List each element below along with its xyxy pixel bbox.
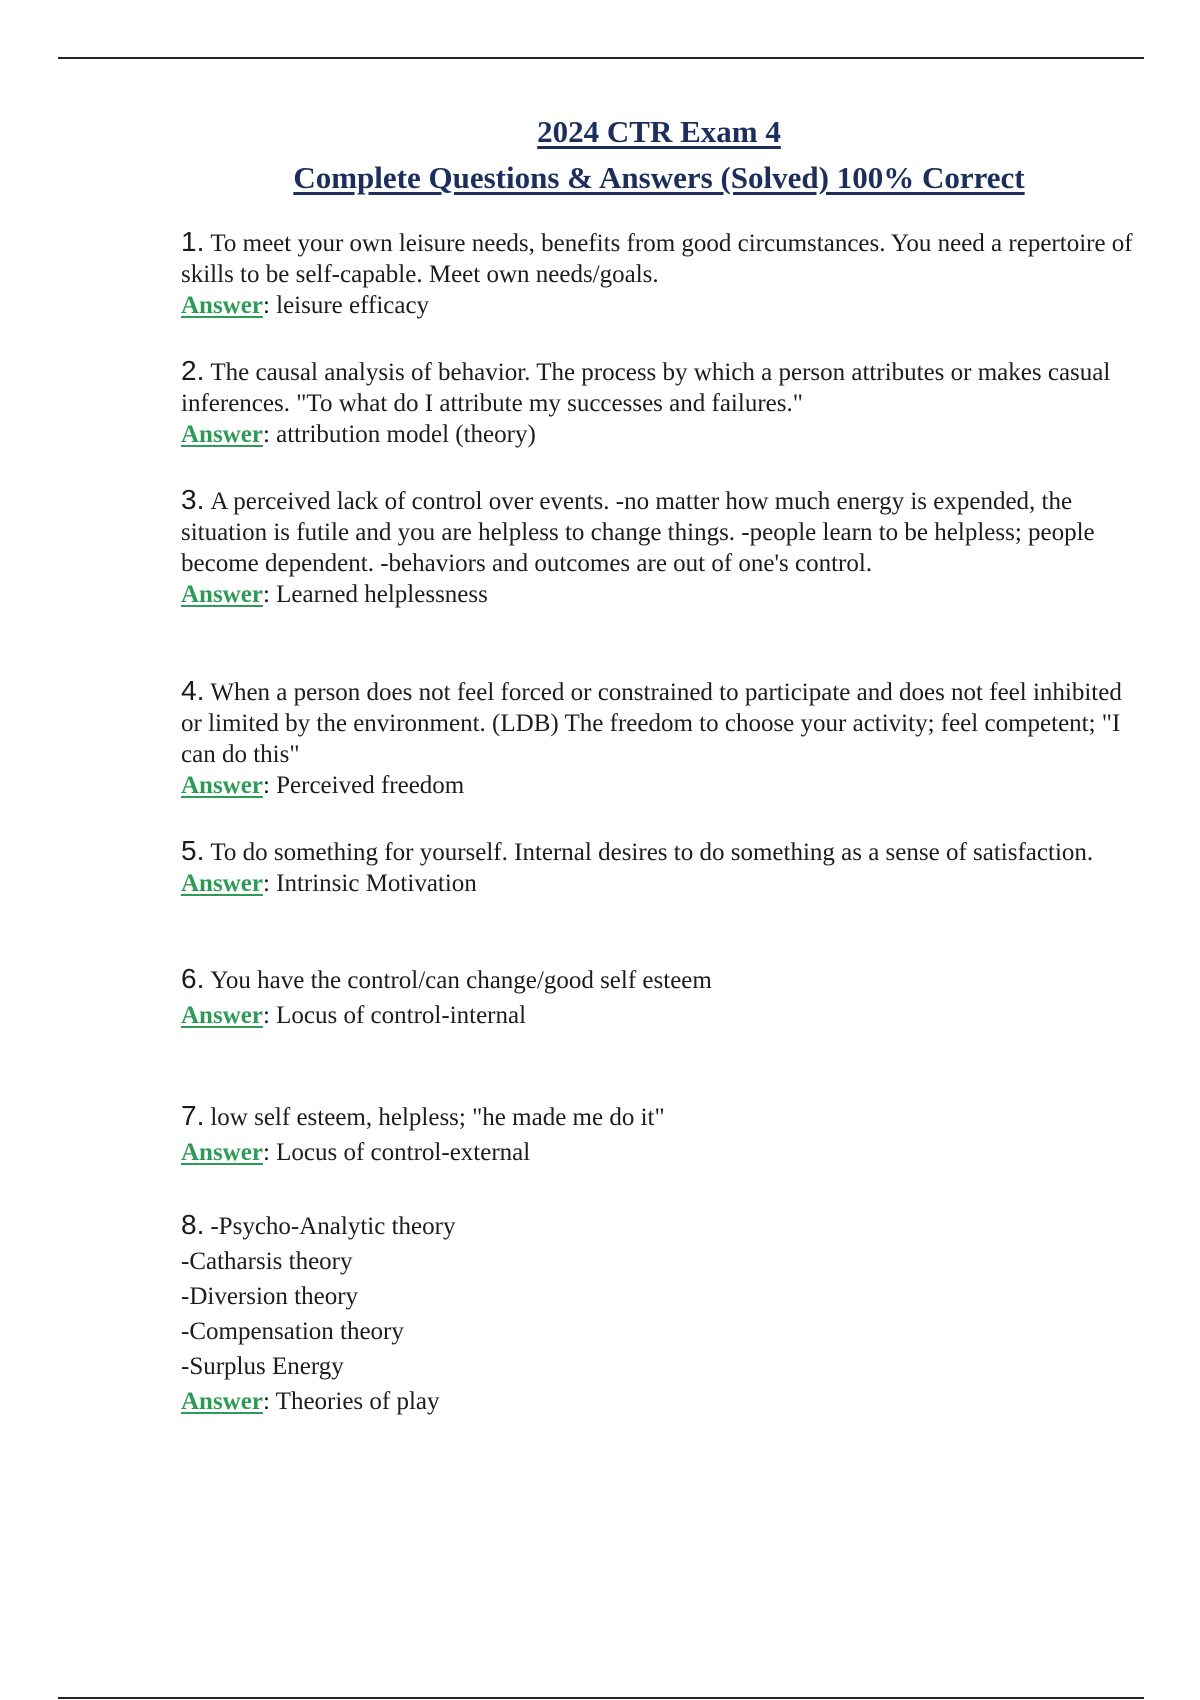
title-line-2: Complete Questions & Answers (Solved) 100% Correct: [293, 160, 1025, 195]
question-6: [181, 963, 1136, 1031]
answer-label: Answer: [181, 292, 263, 319]
answer-label: Answer: [181, 1139, 263, 1166]
answer-text: : Theories of play: [262, 1388, 440, 1415]
question-text: To do something for yourself. Internal desires to do something as a sense of satisfaction.: [210, 839, 1094, 866]
answer-label: Answer: [181, 870, 263, 897]
answer-text: : leisure efficacy: [262, 292, 430, 319]
answer-text: : Intrinsic Motivation: [262, 870, 477, 897]
question-8: [181, 1207, 1136, 1419]
list-item: -Diversion theory: [181, 1283, 359, 1310]
answer-label: Answer: [181, 581, 263, 608]
answer-label: Answer: [181, 1002, 263, 1029]
question-3: [181, 484, 1136, 610]
question-text: To meet your own leisure needs, benefits from good circumstances. You need a repertoire of skills to be self-capable. Meet own needs/goals.: [181, 230, 1133, 288]
question-5: [181, 835, 1136, 899]
question-text: The causal analysis of behavior. The process by which a person attributes or makes casual inferences. "To what do I attribute my successes and failures.": [181, 359, 1111, 417]
answer-label: Answer: [181, 1388, 263, 1415]
question-text: When a person does not feel forced or constrained to participate and does not feel inhibited or limited by the environment. (LDB) The freedom to choose your activity; feel competent; "I can do this": [181, 679, 1122, 768]
list-item: -Psycho-Analytic theory: [210, 1213, 456, 1240]
question-number: 5.: [181, 835, 205, 866]
question-text: low self esteem, helpless; "he made me do it": [210, 1104, 665, 1131]
question-number: 7.: [181, 1100, 205, 1131]
question-text: You have the control/can change/good self esteem: [210, 967, 712, 994]
question-number: 6.: [181, 963, 205, 994]
answer-label: Answer: [181, 772, 263, 799]
title-line-1: 2024 CTR Exam 4: [537, 114, 781, 149]
question-number: 2.: [181, 355, 205, 386]
question-number: 4.: [181, 675, 205, 706]
answer-text: : attribution model (theory): [262, 421, 536, 448]
list-item: -Compensation theory: [181, 1318, 404, 1345]
document-title: [0, 112, 1200, 204]
top-rule: [58, 57, 1144, 59]
question-7: [181, 1100, 1136, 1168]
list-item: -Catharsis theory: [181, 1248, 353, 1275]
answer-text: : Perceived freedom: [262, 772, 465, 799]
bottom-rule: [58, 1697, 1144, 1699]
list-item: -Surplus Energy: [181, 1353, 344, 1380]
question-number: 8.: [181, 1209, 205, 1240]
question-1: [181, 226, 1136, 321]
answer-text: : Locus of control-external: [262, 1139, 531, 1166]
question-number: 1.: [181, 226, 205, 257]
answer-text: : Learned helplessness: [262, 581, 488, 608]
answer-text: : Locus of control-internal: [262, 1002, 527, 1029]
answer-label: Answer: [181, 421, 263, 448]
question-4: [181, 675, 1136, 801]
question-text: A perceived lack of control over events. -no matter how much energy is expended, the situation is futile and you are helpless to change things. -people learn to be helpless; people become dependent. -behaviors and outcomes are out of one's control.: [181, 488, 1095, 577]
question-2: [181, 355, 1136, 450]
question-number: 3.: [181, 484, 205, 515]
